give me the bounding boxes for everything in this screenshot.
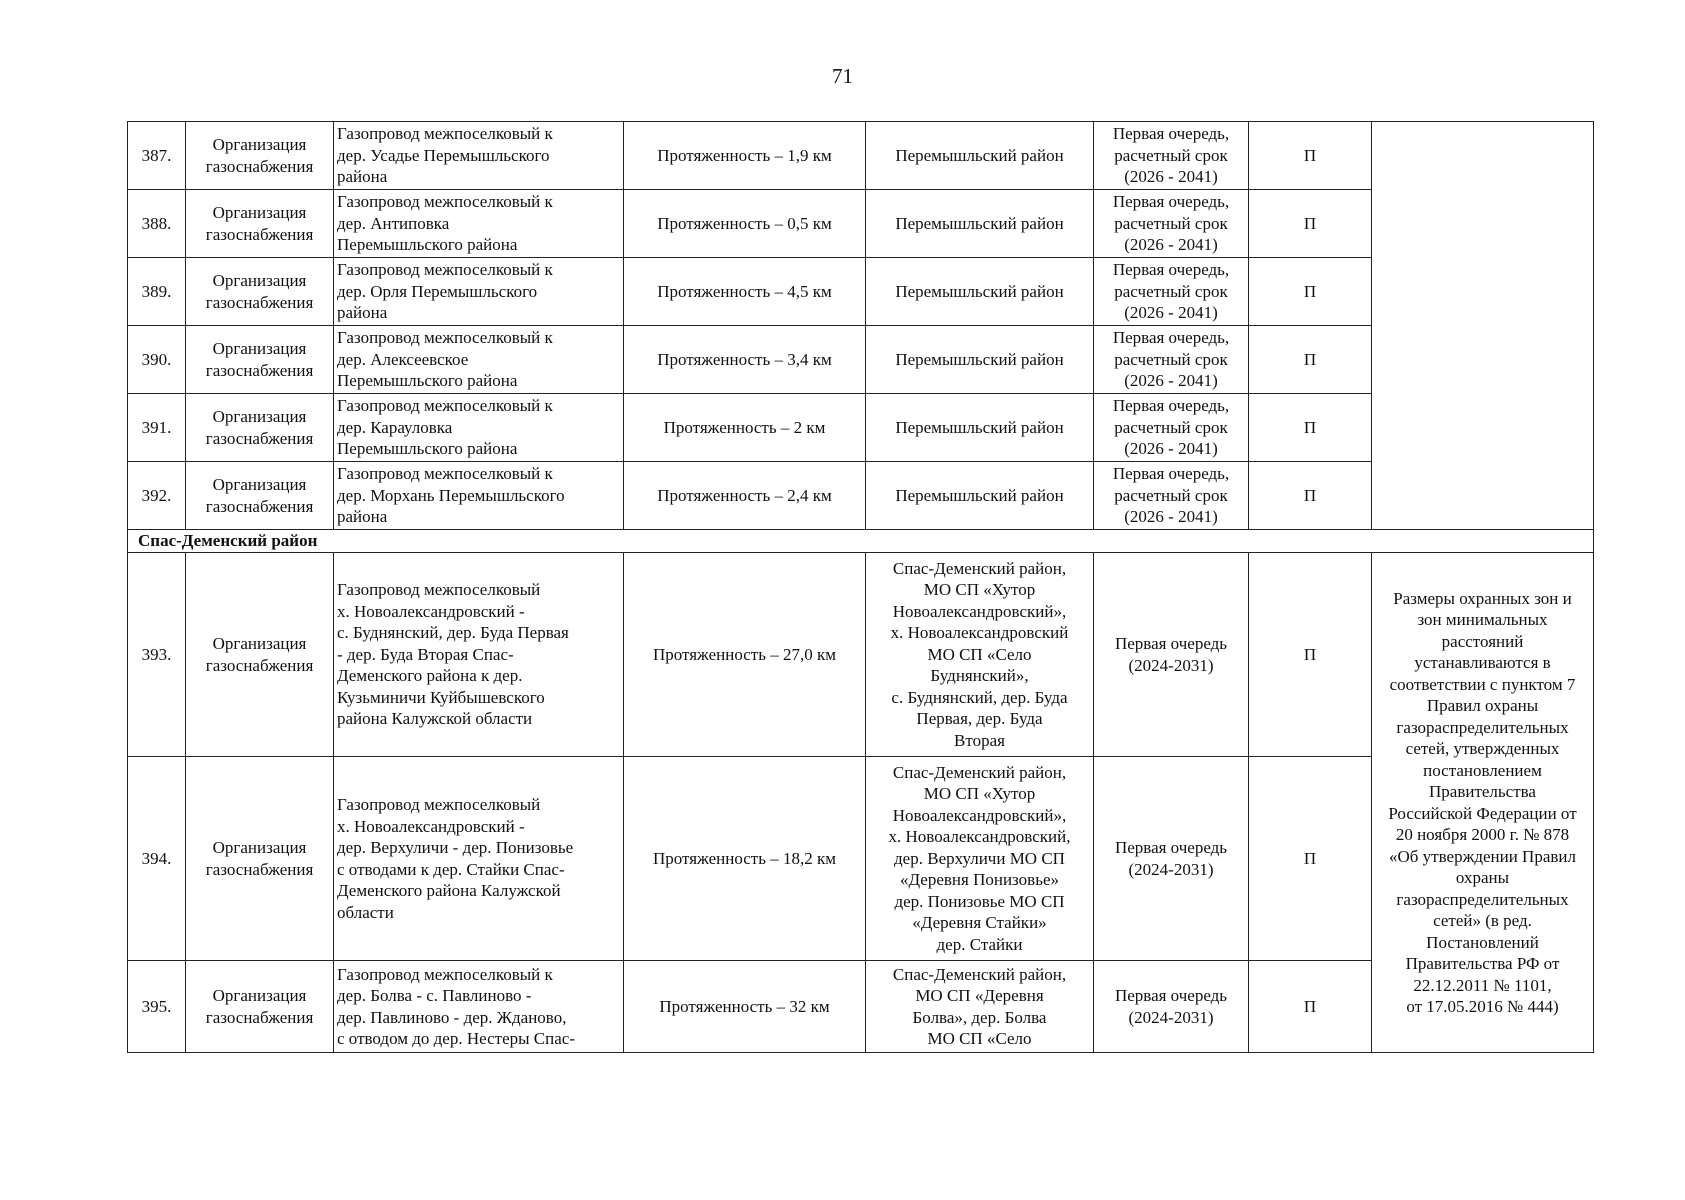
object-term-line: (2026 - 2041) (1124, 167, 1218, 187)
object-term-line: Первая очередь, (1112, 328, 1230, 348)
object-location (866, 757, 1094, 961)
object-term-line: (2026 - 2041) (1124, 235, 1218, 255)
object-location: Перемышльский район (866, 326, 1094, 394)
object-status: П (1249, 757, 1372, 961)
object-name-line: дер. Карауловка (337, 417, 453, 437)
object-location: Перемышльский район (866, 258, 1094, 326)
object-parameter: Протяженность – 2 км (624, 394, 866, 462)
object-status: П (1249, 122, 1372, 190)
object-kind: Организация газоснабжения (186, 122, 334, 190)
object-location-line: дер. Верхуличи МО СП (894, 848, 1065, 868)
object-term-line: (2026 - 2041) (1124, 303, 1218, 323)
object-location-line: «Деревня Стайки» (912, 913, 1047, 933)
table-row (128, 122, 1594, 190)
object-kind: Организация газоснабжения (186, 326, 334, 394)
row-number: 391. (128, 394, 186, 462)
object-location-line: х. Новоалександровский (890, 623, 1069, 643)
object-status: П (1249, 326, 1372, 394)
object-term-line: (2024-2031) (1128, 859, 1214, 879)
row-number: 388. (128, 190, 186, 258)
zone-note-line: Правил охраны (1426, 696, 1539, 715)
object-name-line: Газопровод межпоселковый к (337, 396, 553, 416)
object-term (1094, 462, 1249, 530)
object-kind: Организация газоснабжения (186, 462, 334, 530)
object-term-line: расчетный срок (1114, 281, 1228, 301)
zone-note (1372, 553, 1594, 1053)
object-name-line: области (337, 902, 394, 922)
zone-note-line: охраны (1455, 868, 1510, 887)
object-term-line: (2024-2031) (1128, 655, 1214, 675)
object-name-line: Деменского района Калужской (337, 881, 561, 900)
object-term-line: (2024-2031) (1128, 1007, 1214, 1027)
object-kind: Организация газоснабжения (186, 757, 334, 961)
zone-note-line: расстояний (1441, 631, 1524, 651)
object-term-line: Первая очередь (1114, 838, 1228, 857)
object-term-line: расчетный срок (1114, 213, 1228, 233)
row-number: 387. (128, 122, 186, 190)
object-name-line: Газопровод межпоселковый к (337, 328, 553, 348)
object-term-line: (2026 - 2041) (1124, 507, 1218, 527)
object-parameter: Протяженность – 18,2 км (624, 757, 866, 961)
row-number: 392. (128, 462, 186, 530)
object-location-line: Спас-Деменский район, (892, 964, 1067, 984)
object-location: Перемышльский район (866, 462, 1094, 530)
object-term-line: Первая очередь (1114, 634, 1228, 653)
object-parameter: Протяженность – 1,9 км (624, 122, 866, 190)
table-row (128, 553, 1594, 757)
page-number: 71 (832, 64, 853, 88)
object-location-line: Спас-Деменский район, (892, 558, 1067, 578)
object-term (1094, 961, 1249, 1053)
object-kind: Организация газоснабжения (186, 961, 334, 1053)
object-name-line: Газопровод межпоселковый к (337, 464, 553, 484)
object-name-line: дер. Орля Перемышльского (337, 281, 538, 301)
object-location-line: «Деревня Понизовье» (899, 870, 1059, 890)
section-title: Спас-Деменский район (128, 530, 1594, 553)
object-term (1094, 326, 1249, 394)
row-number: 390. (128, 326, 186, 394)
object-location-line: Новоалександровский», (892, 601, 1067, 621)
object-parameter: Протяженность – 32 км (624, 961, 866, 1053)
zone-note-line: сетей, утвержденных (1405, 739, 1560, 758)
zone-note-line: газораспределительных (1396, 889, 1569, 909)
object-location-line: х. Новоалександровский, (888, 827, 1071, 847)
zone-note-line: сетей» (в ред. (1433, 911, 1532, 930)
zone-note-line: 22.12.2011 № 1101, (1413, 975, 1552, 995)
object-name-line: района (337, 167, 388, 187)
object-location (866, 961, 1094, 1053)
object-term (1094, 122, 1249, 190)
zone-note-line: 20 ноября 2000 г. № 878 (1395, 825, 1570, 844)
object-name-line: х. Новоалександровский - (337, 601, 525, 621)
object-name-line: района (337, 303, 388, 323)
object-name-line: района (337, 507, 388, 527)
object-parameter: Протяженность – 27,0 км (624, 553, 866, 757)
object-term-line: Первая очередь, (1112, 260, 1230, 280)
object-status: П (1249, 961, 1372, 1053)
object-name-line: с отводом до дер. Нестеры Спас- (337, 1029, 575, 1048)
object-location: Перемышльский район (866, 394, 1094, 462)
objects-table (127, 121, 1594, 1053)
object-location: Перемышльский район (866, 190, 1094, 258)
object-name-line: Кузьминичи Куйбышевского (337, 687, 545, 707)
zone-note-line: Правительства РФ от (1405, 954, 1560, 973)
object-name (334, 462, 624, 530)
zone-note-line: Размеры охранных зон и (1393, 588, 1572, 608)
object-name-line: района Калужской области (337, 709, 533, 729)
object-location-line: с. Буднянский, дер. Буда (891, 687, 1068, 707)
object-location-line: Вторая (954, 730, 1005, 750)
object-term-line: расчетный срок (1114, 349, 1228, 369)
object-status: П (1249, 394, 1372, 462)
object-term (1094, 394, 1249, 462)
object-name (334, 757, 624, 961)
object-name-line: дер. Алексеевское (337, 349, 469, 369)
object-term-line: Первая очередь, (1112, 192, 1230, 212)
zone-note-line: устанавливаются в (1414, 653, 1551, 672)
object-location-line: МО СП «Деревня (915, 986, 1044, 1005)
object-term-line: Первая очередь, (1112, 124, 1230, 144)
object-name-line: Газопровод межпоселковый к (337, 964, 553, 984)
object-name-line: Газопровод межпоселковый к (337, 192, 553, 212)
object-location-line: МО СП «Хутор (923, 580, 1036, 600)
object-location-line: Новоалександровский», (892, 805, 1067, 825)
row-number: 393. (128, 553, 186, 757)
object-kind: Организация газоснабжения (186, 258, 334, 326)
object-name (334, 553, 624, 757)
object-name-line: дер. Верхуличи - дер. Понизовье (337, 838, 574, 857)
object-location (866, 553, 1094, 757)
object-name-line: Перемышльского района (337, 439, 518, 459)
object-name-line: Деменского района к дер. (337, 666, 523, 686)
object-kind: Организация газоснабжения (186, 394, 334, 462)
object-name-line: Газопровод межпоселковый к (337, 260, 553, 280)
object-name (334, 258, 624, 326)
object-parameter: Протяженность – 4,5 км (624, 258, 866, 326)
object-name-line: дер. Павлиново - дер. Жданово, (337, 1007, 567, 1027)
object-location-line: МО СП «Село (927, 644, 1032, 664)
row-number: 395. (128, 961, 186, 1053)
object-location-line: Болва», дер. Болва (912, 1007, 1047, 1027)
object-location: Перемышльский район (866, 122, 1094, 190)
object-term-line: расчетный срок (1114, 485, 1228, 505)
object-kind: Организация газоснабжения (186, 553, 334, 757)
object-term-line: расчетный срок (1114, 145, 1228, 165)
object-name-line: дер. Морхань Перемышльского (337, 485, 565, 505)
object-status: П (1249, 258, 1372, 326)
object-term (1094, 190, 1249, 258)
object-location-line: Спас-Деменский район, (892, 762, 1067, 782)
object-location-line: МО СП «Хутор (923, 784, 1036, 804)
object-name-line: дер. Болва - с. Павлиново - (337, 986, 532, 1005)
object-term (1094, 553, 1249, 757)
object-location-line: Первая, дер. Буда (916, 709, 1043, 729)
object-term-line: Первая очередь, (1112, 464, 1230, 484)
object-status: П (1249, 462, 1372, 530)
object-parameter: Протяженность – 0,5 км (624, 190, 866, 258)
object-status: П (1249, 553, 1372, 757)
zone-note-line: зон минимальных (1417, 610, 1548, 629)
object-parameter: Протяженность – 3,4 км (624, 326, 866, 394)
zone-note-line: от 17.05.2016 № 444) (1406, 997, 1559, 1016)
object-name-line: дер. Усадье Перемышльского (337, 145, 550, 165)
object-name-line: Газопровод межпоселковый (337, 795, 541, 814)
object-name (334, 961, 624, 1053)
zone-note-line: постановлением (1423, 760, 1542, 780)
object-location-line: Буднянский», (930, 666, 1029, 686)
object-term-line: расчетный срок (1114, 417, 1228, 437)
zone-note-line: газораспределительных (1396, 717, 1569, 737)
object-location-line: МО СП «Село (927, 1029, 1032, 1048)
object-term (1094, 757, 1249, 961)
section-row (128, 530, 1594, 553)
object-name-line: с. Буднянский, дер. Буда Первая (337, 623, 569, 643)
object-location-line: дер. Стайки (936, 934, 1023, 954)
object-status: П (1249, 190, 1372, 258)
zone-note-line: Правительства (1429, 782, 1536, 801)
object-name-line: Перемышльского района (337, 371, 518, 391)
object-term (1094, 258, 1249, 326)
object-name (334, 190, 624, 258)
object-name-line: Газопровод межпоселковый (337, 580, 541, 600)
zone-note-line: «Об утверждении Правил (1389, 846, 1576, 866)
object-name-line: Газопровод межпоселковый к (337, 124, 553, 144)
object-name-line: х. Новоалександровский - (337, 816, 525, 836)
object-name-line: дер. Антиповка (337, 213, 450, 233)
object-location-line: дер. Понизовье МО СП (894, 891, 1065, 911)
zone-note-line: соответствии с пунктом 7 (1389, 674, 1576, 694)
object-term-line: (2026 - 2041) (1124, 439, 1218, 459)
object-name (334, 122, 624, 190)
object-name-line: - дер. Буда Вторая Спас- (337, 644, 514, 664)
zone-note-line: Российской Федерации от (1388, 803, 1577, 823)
row-number: 394. (128, 757, 186, 961)
zone-note-empty (1372, 122, 1594, 530)
object-name (334, 394, 624, 462)
object-parameter: Протяженность – 2,4 км (624, 462, 866, 530)
object-kind: Организация газоснабжения (186, 190, 334, 258)
object-term-line: Первая очередь (1114, 986, 1228, 1005)
object-name (334, 326, 624, 394)
zone-note-line: Постановлений (1426, 932, 1539, 952)
object-name-line: с отводами к дер. Стайки Спас- (337, 859, 565, 879)
object-name-line: Перемышльского района (337, 235, 518, 255)
object-term-line: Первая очередь, (1112, 396, 1230, 416)
row-number: 389. (128, 258, 186, 326)
object-term-line: (2026 - 2041) (1124, 371, 1218, 391)
